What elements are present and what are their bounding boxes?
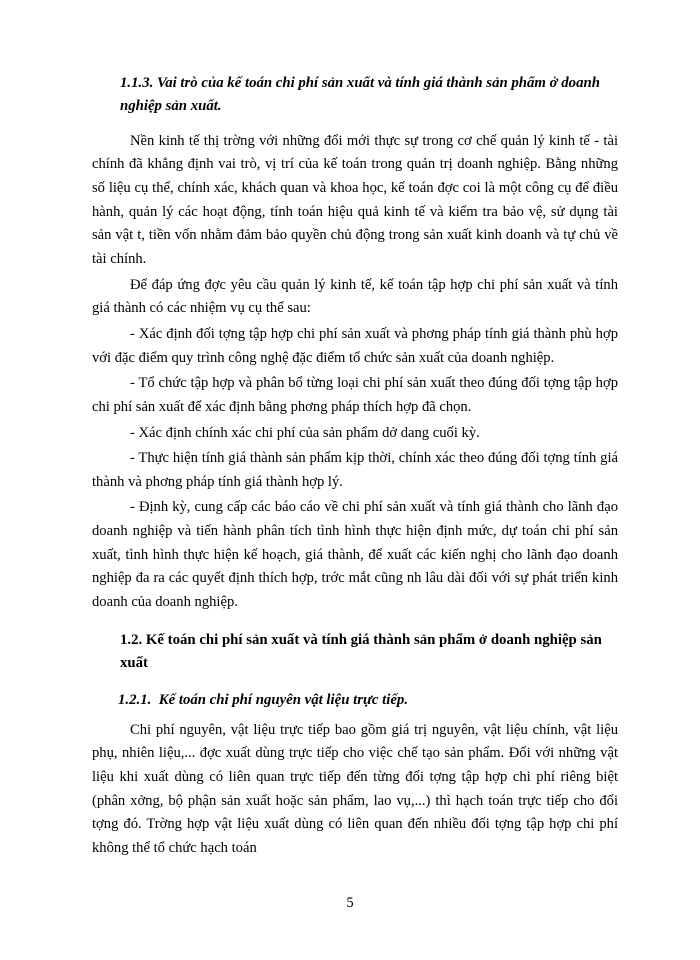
section-heading-1-2-1-number: 1.2.1.	[118, 692, 152, 709]
paragraph: Chi phí nguyên, vật liệu trực tiếp bao gồm giá trị nguyên, vật liệu chính, vật liệu phụ, nhiên liệu,... đợc xuất dùng trực tiếp cho việc chế tạo sản phẩm. Đối với những vật liệu khi xuất dùng có liên quan trực tiếp đến từng đối tợng tập hợp chi phí riêng biệt (phân xởng, bộ phận sản xuất hoặc sản phẩm, lao vụ,...) thì hạch toán trực tiếp cho đối tợng đó. Trờng hợp vật liệu xuất dùng có liên quan đến nhiều đối tợng tập hợp chi phí không thể tổ chức hạch toán	[92, 721, 618, 856]
page-number: 5	[346, 895, 354, 911]
paragraph: Nền kinh tế thị trờng với những đổi mới thực sự trong cơ chế quản lý kinh tế - tài chính đã khẳng định vai trò, vị trí của kế toán trong quản trị doanh nghiệp. Bằng những số liệu cụ thể, chính xác, khách quan và khoa học, kế toán đợc coi là một công cụ để điều hành, quản lý các hoạt động, tính toán hiệu quả kinh tế và kiểm tra bảo vệ, sử dụng tài sản vật t, tiền vốn nhằm đảm bảo quyền chủ động trong sản xuất kinh doanh và tự chủ về tài chính.	[92, 132, 618, 268]
paragraph: - Định kỳ, cung cấp các báo cáo về chi phí sản xuất và tính giá thành cho lãnh đạo doanh nghiệp và tiến hành phân tích tình hình thực hiện định mức, dự toán chi phí sản xuất, tình hình thực hiện kế hoạch, giá thành, để xuất các kiến nghị cho lãnh đạo doanh nghiệp đa ra các quyết định thích hợp, trớc mắt cũng nh lâu dài đối với sự phát triển kinh doanh của doanh nghiệp.	[92, 499, 618, 611]
section-heading-1-2	[92, 629, 618, 676]
section-heading-1-1-3	[92, 72, 618, 118]
paragraph: - Xác định đối tợng tập hợp chi phí sản xuất và phơng pháp tính giá thành phù hợp với đặc điểm quy trình công nghệ đặc điểm tổ chức sản xuất của doanh nghiệp.	[92, 325, 618, 366]
section-heading-1-2-title: Kế toán chi phí sản xuất và tính giá thành sản phẩm ở doanh nghiệp sản xuất	[120, 631, 602, 672]
section-heading-1-2-1	[92, 689, 618, 712]
document-body	[92, 72, 618, 861]
section-heading-1-2-1-title: Kế toán chi phí nguyên vật liệu trực tiếp.	[158, 692, 409, 709]
paragraph: - Tổ chức tập hợp và phân bổ từng loại chi phí sản xuất theo đúng đối tợng tập hợp chi phí sản xuất để xác định bằng phơng pháp thích hợp đã chọn.	[92, 375, 618, 415]
paragraph: - Thực hiện tính giá thành sản phẩm kịp thời, chính xác theo đúng đối tợng tính giá thành và phơng pháp tính giá thành hợp lý.	[92, 450, 618, 490]
section-heading-1-1-3-text: 1.1.3. Vai trò của kế toán chi phí sản xuất và tính giá thành sản phẩm ở doanh nghiệp sản xuất.	[120, 75, 600, 114]
section-heading-1-2-text	[92, 629, 618, 676]
paragraph: - Xác định chính xác chi phí của sản phẩm dở dang cuối kỳ.	[130, 424, 480, 441]
paragraph: Để đáp ứng đợc yêu cầu quản lý kinh tế, kế toán tập hợp chi phí sản xuất và tính giá thành có các nhiệm vụ cụ thể sau:	[92, 276, 618, 317]
section-heading-1-2-number: 1.2.	[120, 631, 143, 648]
